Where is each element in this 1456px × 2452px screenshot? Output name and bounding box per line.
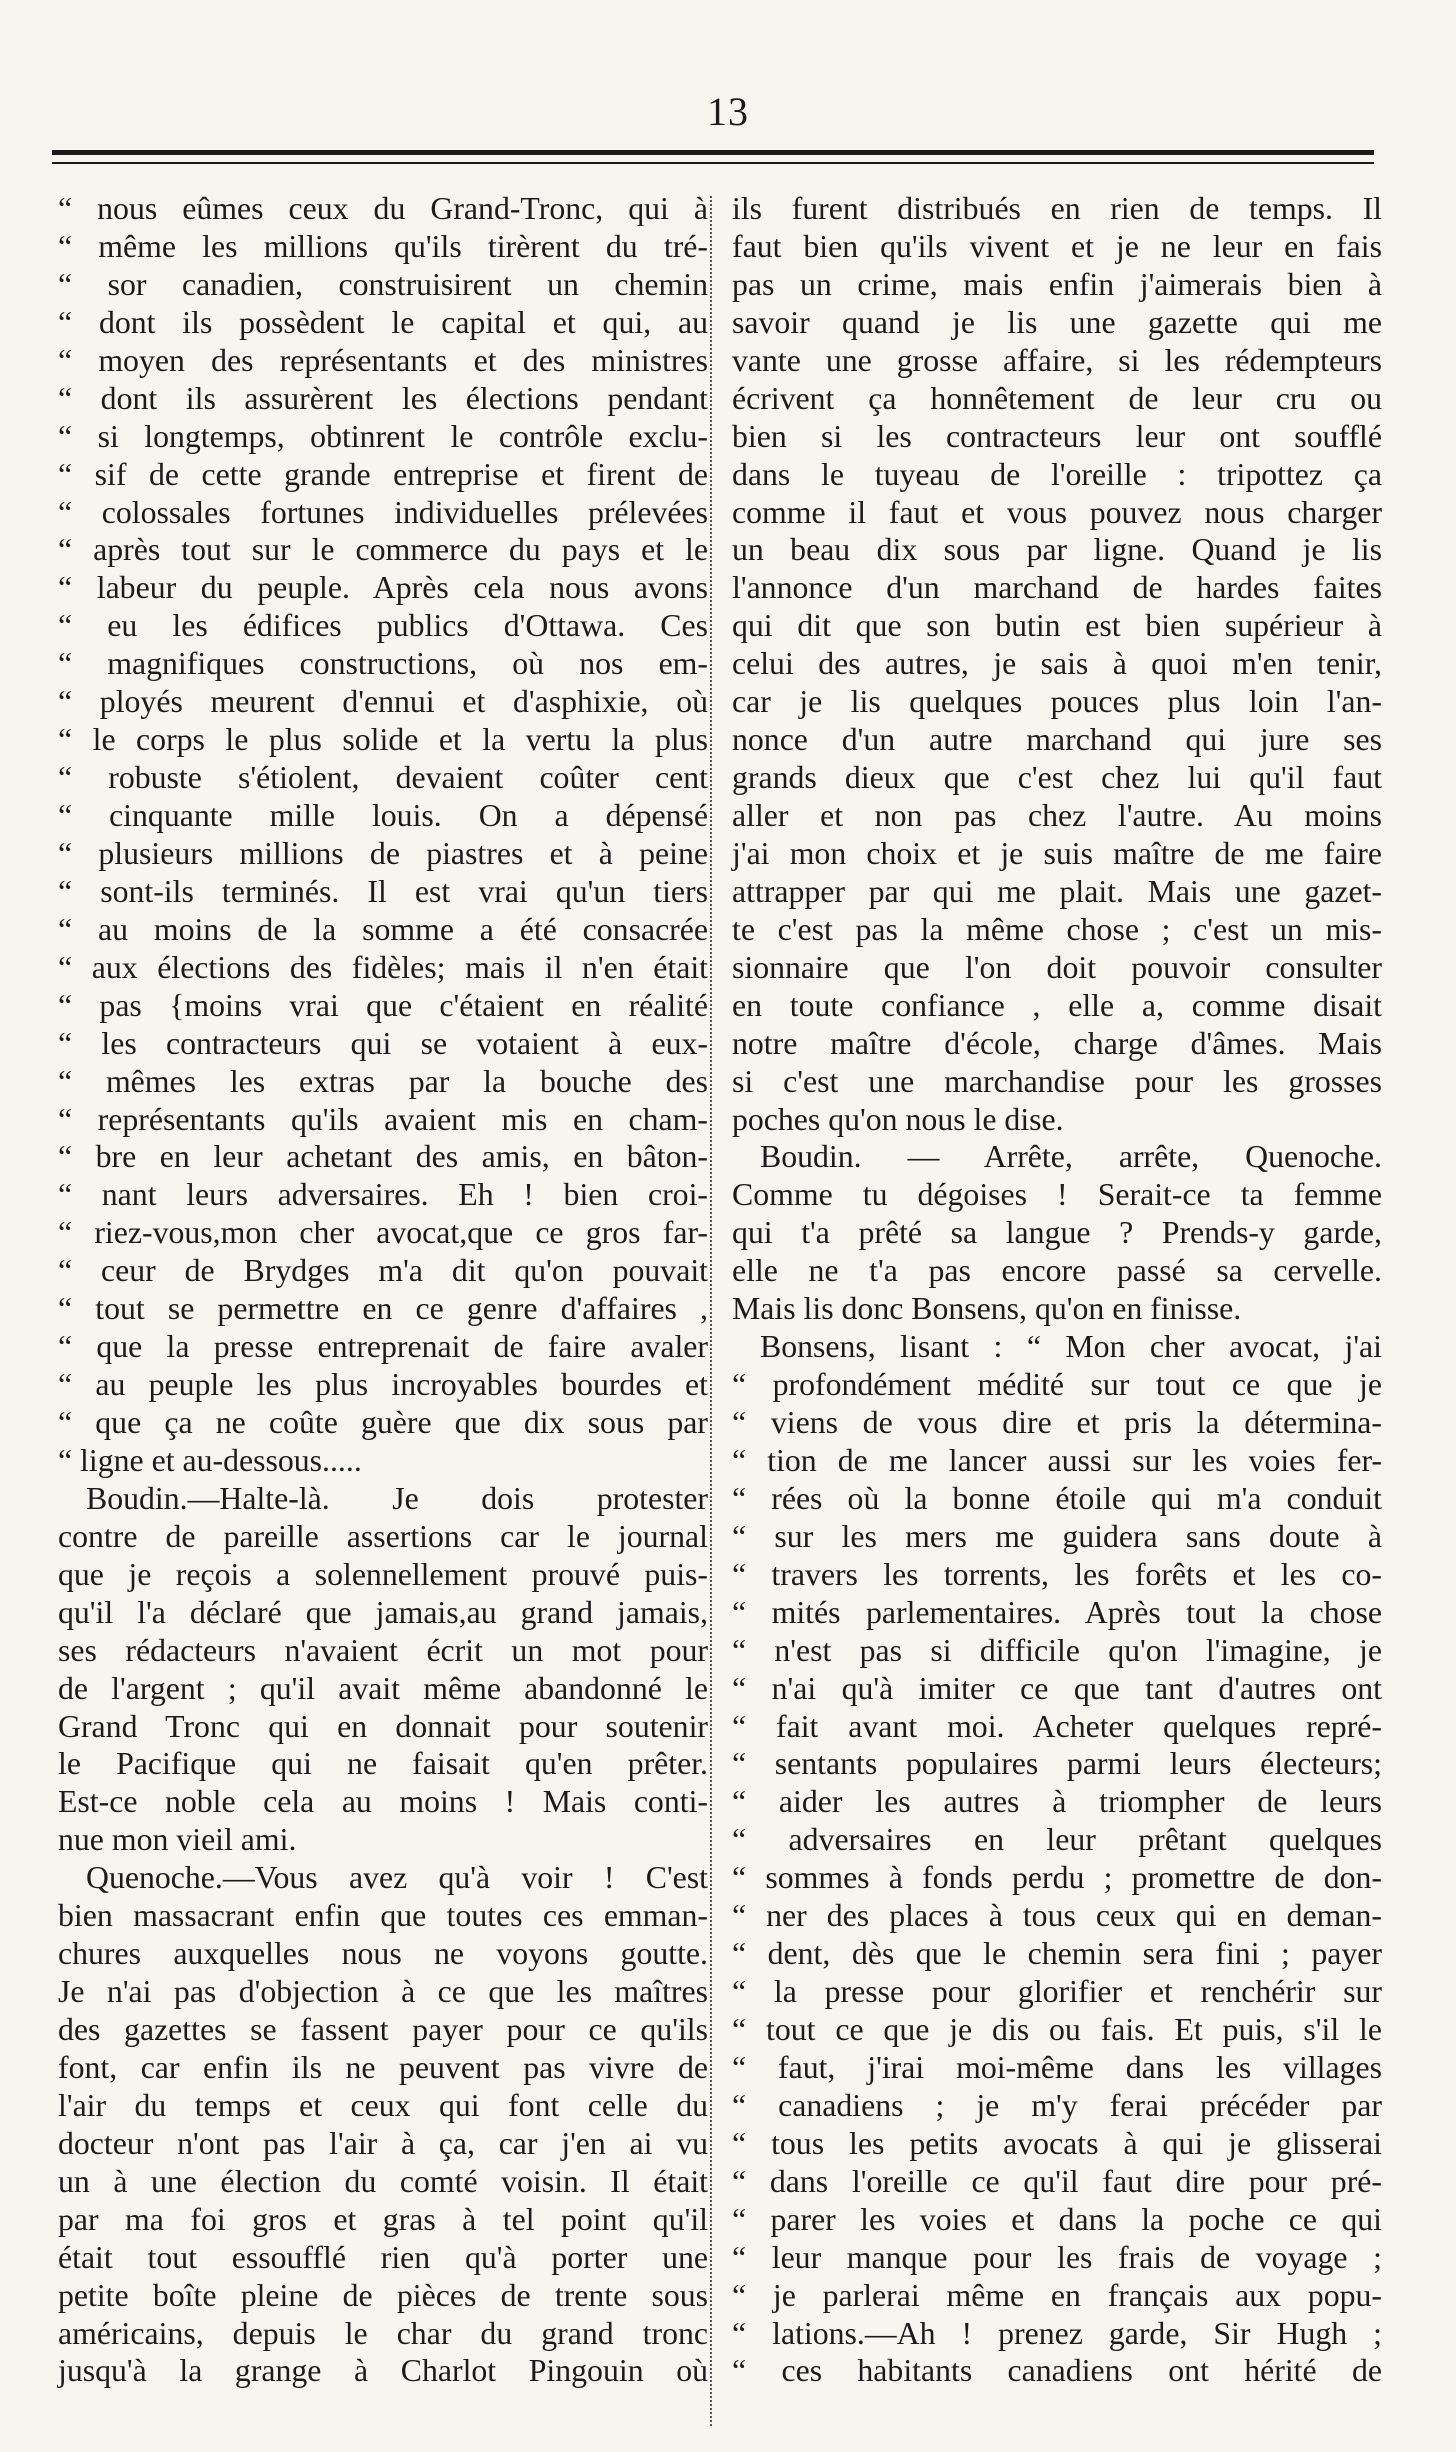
text-line: “ dont ils assurèrent les élections pendant	[58, 380, 708, 416]
text-line: “ parer les voies et dans la poche ce qui	[732, 2201, 1382, 2237]
text-line: “ sommes à fonds perdu ; promettre de don-	[732, 1860, 1382, 1896]
text-line: nonce d'un autre marchand qui jure ses	[732, 722, 1382, 758]
text-line: “ bre en leur achetant des amis, en bâton-	[58, 1139, 708, 1175]
text-line: j'ai mon choix et je suis maître de me faire	[732, 835, 1382, 871]
text-line: “ colossales fortunes individuelles prélevées	[58, 494, 708, 530]
text-line: un à une élection du comté voisin. Il était	[58, 2163, 708, 2199]
text-line: jusqu'à la grange à Charlot Pingouin où	[58, 2353, 708, 2389]
text-line: “ profondément médité sur tout ce que je	[732, 1367, 1382, 1403]
text-line: “ sif de cette grande entreprise et firent de	[58, 456, 708, 492]
text-line: Boudin.—Halte-là. Je dois protester	[86, 1480, 708, 1516]
right-column	[732, 190, 1382, 2390]
left-column	[58, 190, 708, 2390]
text-line: “ mêmes les extras par la bouche des	[58, 1063, 708, 1099]
text-line: Boudin. — Arrête, arrête, Quenoche.	[760, 1139, 1382, 1175]
text-line: vante une grosse affaire, si les rédempteurs	[732, 342, 1382, 378]
text-line: un beau dix sous par ligne. Quand je lis	[732, 532, 1382, 568]
text-line: “ cinquante mille louis. On a dépensé	[58, 798, 708, 833]
text-line: “ nant leurs adversaires. Eh ! bien croi-	[58, 1177, 708, 1213]
text-line: “ dont ils possèdent le capital et qui, au	[58, 304, 708, 340]
text-line: faut bien qu'ils vivent et je ne leur en fais	[732, 228, 1382, 264]
text-line: grands dieux que c'est chez lui qu'il faut	[732, 760, 1382, 796]
text-line: elle ne t'a pas encore passé sa cervelle.	[732, 1253, 1382, 1289]
text-line: “ aider les autres à triompher de leurs	[732, 1784, 1382, 1820]
text-line: “ robuste s'étiolent, devaient coûter cent	[58, 760, 708, 796]
text-line: notre maître d'école, charge d'âmes. Mais	[732, 1025, 1382, 1061]
text-line: de l'argent ; qu'il avait même abandonné le	[58, 1670, 708, 1706]
text-line: “ aux élections des fidèles; mais il n'en était	[58, 949, 708, 985]
text-line: par ma foi gros et gras à tel point qu'il	[58, 2201, 708, 2237]
text-line: dans le tuyeau de l'oreille : tripottez ça	[732, 456, 1382, 492]
text-line: Mais lis donc Bonsens, qu'on en finisse.	[732, 1291, 1242, 1327]
text-line: Grand Tronc qui en donnait pour soutenir	[58, 1708, 708, 1744]
text-line: “ n'est pas si difficile qu'on l'imagine, je	[732, 1632, 1382, 1668]
text-line: ses rédacteurs n'avaient écrit un mot pour	[58, 1632, 708, 1668]
text-line: “ magnifiques constructions, où nos em-	[58, 646, 708, 682]
text-line: Est-ce noble cela au moins ! Mais conti-	[58, 1784, 708, 1820]
text-line: “ dent, dès que le chemin sera fini ; payer	[732, 1936, 1382, 1972]
text-line: Je n'ai pas d'objection à ce que les maîtres	[58, 1974, 708, 2010]
text-line: petite boîte pleine de pièces de trente sous	[58, 2277, 708, 2313]
text-line: “ tout ce que je dis ou fais. Et puis, s'il le	[732, 2012, 1382, 2047]
text-line: qui t'a prêté sa langue ? Prends-y garde,	[732, 1215, 1382, 1251]
text-line: “ plusieurs millions de piastres et à peine	[58, 835, 708, 871]
text-line: “ sont-ils terminés. Il est vrai qu'un tiers	[58, 873, 708, 909]
text-line: “ riez-vous,mon cher avocat,que ce gros far-	[58, 1215, 708, 1251]
text-line: “ ligne et au-dessous.....	[58, 1442, 362, 1478]
text-line: “ la presse pour glorifier et renchérir sur	[732, 1974, 1382, 2010]
text-line: nue mon vieil ami.	[58, 1822, 297, 1858]
text-line: “ nous eûmes ceux du Grand-Tronc, qui à	[58, 191, 708, 226]
text-line: “ ces habitants canadiens ont hérité de	[732, 2353, 1382, 2389]
text-line: ils furent distribués en rien de temps. Il	[732, 191, 1382, 226]
text-line: attrapper par qui me plait. Mais une gazet-	[732, 873, 1382, 909]
text-line: “ viens de vous dire et pris la détermina-	[732, 1405, 1382, 1440]
page-number: 13	[707, 89, 749, 134]
text-line: “ pas {moins vrai que c'étaient en réalité	[58, 987, 708, 1023]
text-line: américains, depuis le char du grand tronc	[58, 2315, 708, 2351]
text-line: “ tout se permettre en ce genre d'affaires ,	[58, 1291, 708, 1327]
text-line: celui des autres, je sais à quoi m'en tenir,	[732, 646, 1382, 682]
text-line: “ adversaires en leur prêtant quelques	[732, 1822, 1382, 1858]
text-line: “ tion de me lancer aussi sur les voies fer-	[732, 1442, 1382, 1478]
text-line: poches qu'on nous le dise.	[732, 1101, 1064, 1137]
text-line: “ que ça ne coûte guère que dix sous par	[58, 1405, 708, 1440]
text-line: “ mités parlementaires. Après tout la chose	[732, 1594, 1382, 1630]
text-line: “ labeur du peuple. Après cela nous avons	[58, 570, 708, 606]
text-line: “ au moins de la somme a été consacrée	[58, 911, 708, 947]
text-line: “ sor canadien, construisirent un chemin	[58, 266, 708, 302]
text-line: car je lis quelques pouces plus loin l'an-	[732, 684, 1382, 720]
text-line: “ que la presse entreprenait de faire avaler	[58, 1329, 708, 1365]
text-line: “ dans l'oreille ce qu'il faut dire pour pré-	[732, 2163, 1382, 2199]
text-line: comme il faut et vous pouvez nous charger	[732, 494, 1382, 530]
text-line: contre de pareille assertions car le journal	[58, 1518, 708, 1554]
text-line: “ n'ai qu'à imiter ce que tant d'autres ont	[732, 1670, 1382, 1706]
text-line: le Pacifique qui ne faisait qu'en prêter.	[58, 1746, 708, 1782]
text-line: Quenoche.—Vous avez qu'à voir ! C'est	[86, 1860, 708, 1896]
text-line: “ ner des places à tous ceux qui en deman-	[732, 1898, 1382, 1934]
text-line: était tout essoufflé rien qu'à porter une	[58, 2239, 708, 2275]
text-line: “ rées où la bonne étoile qui m'a conduit	[732, 1480, 1382, 1516]
text-line: docteur n'ont pas l'air à ça, car j'en ai vu	[58, 2125, 708, 2161]
text-line: pas un crime, mais enfin j'aimerais bien à	[732, 266, 1382, 302]
text-line: “ tous les petits avocats à qui je glisserai	[732, 2125, 1382, 2161]
text-line: bien si les contracteurs leur ont soufflé	[732, 418, 1382, 454]
text-line: savoir quand je lis une gazette qui me	[732, 304, 1382, 340]
text-line: “ sur les mers me guidera sans doute à	[732, 1518, 1382, 1554]
text-line: “ les contracteurs qui se votaient à eux-	[58, 1025, 708, 1061]
text-line: “ canadiens ; je m'y ferai précéder par	[732, 2087, 1382, 2123]
text-line: en toute confiance , elle a, comme disait	[732, 987, 1382, 1023]
text-line: Bonsens, lisant : “ Mon cher avocat, j'ai	[760, 1329, 1382, 1365]
text-line: “ même les millions qu'ils tirèrent du tré-	[58, 228, 708, 264]
text-line: “ travers les torrents, les forêts et les co-	[732, 1556, 1382, 1592]
text-line: font, car enfin ils ne peuvent pas vivre de	[58, 2049, 708, 2085]
text-line: “ je parlerai même en français aux popu-	[732, 2277, 1382, 2313]
text-line: chures auxquelles nous ne voyons goutte.	[58, 1936, 708, 1972]
text-line: “ faut, j'irai moi-même dans les villages	[732, 2049, 1382, 2085]
text-line: “ sentants populaires parmi leurs électeurs;	[732, 1746, 1382, 1782]
text-line: “ si longtemps, obtinrent le contrôle exclu-	[58, 418, 708, 454]
text-line: bien massacrant enfin que toutes ces emman-	[58, 1898, 708, 1934]
text-line: si c'est une marchandise pour les grosses	[732, 1063, 1382, 1099]
text-line: “ au peuple les plus incroyables bourdes et	[58, 1367, 708, 1403]
text-line: que je reçois a solennellement prouvé puis-	[58, 1556, 708, 1592]
text-line: “ ceur de Brydges m'a dit qu'on pouvait	[58, 1253, 708, 1289]
header-rule-thick	[52, 150, 1374, 155]
text-line: Comme tu dégoises ! Serait-ce ta femme	[732, 1177, 1382, 1213]
text-line: “ lations.—Ah ! prenez garde, Sir Hugh ;	[732, 2315, 1382, 2351]
text-line: des gazettes se fassent payer pour ce qu'ils	[58, 2012, 708, 2047]
text-line: “ fait avant moi. Acheter quelques repré-	[732, 1708, 1382, 1744]
text-line: “ représentants qu'ils avaient mis en cham-	[58, 1101, 708, 1137]
column-divider	[710, 196, 713, 2426]
text-line: qui dit que son butin est bien supérieur à	[732, 608, 1382, 644]
text-line: “ après tout sur le commerce du pays et le	[58, 532, 708, 568]
text-line: écrivent ça honnêtement de leur cru ou	[732, 380, 1382, 416]
text-line: te c'est pas la même chose ; c'est un mis-	[732, 911, 1382, 947]
header-rule-thin	[52, 162, 1374, 164]
text-line: “ le corps le plus solide et la vertu la plus	[58, 722, 708, 758]
text-line: l'air du temps et ceux qui font celle du	[58, 2087, 708, 2123]
text-line: “ eu les édifices publics d'Ottawa. Ces	[58, 608, 708, 644]
text-line: “ moyen des représentants et des ministres	[58, 342, 708, 378]
text-line: qu'il l'a déclaré que jamais,au grand jamais,	[58, 1594, 708, 1630]
text-line: “ leur manque pour les frais de voyage ;	[732, 2239, 1382, 2275]
text-line: aller et non pas chez l'autre. Au moins	[732, 798, 1382, 833]
text-line: sionnaire que l'on doit pouvoir consulter	[732, 949, 1382, 985]
text-line: “ ployés meurent d'ennui et d'asphixie, où	[58, 684, 708, 720]
text-line: l'annonce d'un marchand de hardes faites	[732, 570, 1382, 606]
